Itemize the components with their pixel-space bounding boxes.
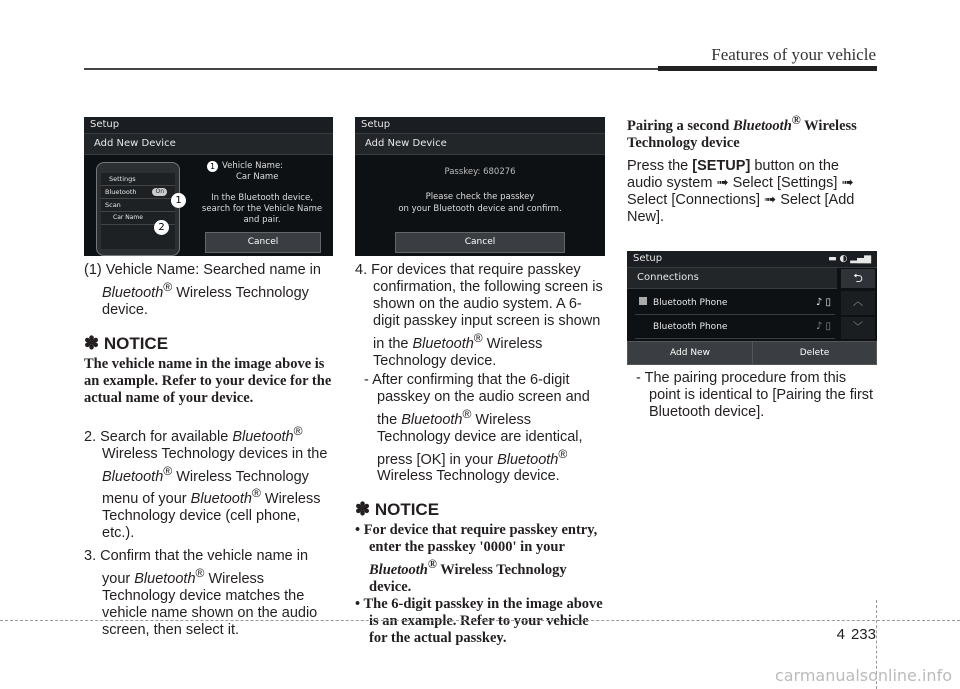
phone-menu-bluetooth: Bluetooth On [101,186,175,199]
callout-marker-1: 1 [207,161,218,172]
passkey-text: Passkey: 680276 [444,167,516,177]
header-title: Features of your vehicle [711,45,876,64]
status-icons: ▬ ◐ ▂▄▆ [828,254,871,264]
footer-rule [0,620,960,621]
phone-menu-settings: Settings [101,173,175,186]
watermark: carmanualsonline.info [774,666,952,685]
marker-1: 1 [171,193,186,208]
column-1 [84,262,334,639]
scroll-down-button[interactable]: ﹀ [841,317,875,339]
item-4: 4. For devices that require passkey confirmation, the following screen is shown on the audio system. A 6-digit passkey input screen is shown in the Bluetooth® Wireless Technology device. [355,262,603,369]
phone-illustration [96,162,180,256]
item-1: (1) Vehicle Name: Searched name in Bluetooth® Wireless Technology device. [84,262,321,318]
screen-subtitle: Connections [627,268,837,289]
connection-row-1[interactable] [635,292,835,315]
device-name: Bluetooth Phone [653,322,728,332]
cancel-button[interactable]: Cancel [205,232,321,253]
marker-2: 2 [154,220,169,235]
cancel-button[interactable]: Cancel [395,232,565,253]
pairing-note: - The pairing procedure from this point is identical to [Pairing the first Bluetooth device]. [636,370,874,420]
passkey-message-2: on your Bluetooth device and confirm. [398,204,562,214]
callout-label: Vehicle Name: [222,161,284,171]
screen-title: Setup [355,117,605,134]
connection-row-2[interactable] [635,316,835,339]
item-4-sub: - After confirming that the 6-digit passkey on the audio screen and the Bluetooth® Wireless Technology device are identical, press [OK] in your Bluetooth® Wireless Technology device. [364,371,590,485]
passkey-message-1: Please check the passkey [425,192,535,202]
screen-subtitle: Add New Device [84,134,333,155]
screen-connections [627,251,877,365]
section-heading: Pairing a second Bluetooth® Wireless Technology device [627,113,857,151]
callout-value: Car Name [236,172,279,182]
screen-subtitle: Add New Device [355,134,605,155]
item-3: 3. Confirm that the vehicle name in your Bluetooth® Wireless Technology device matches the vehicle name shown on the audio screen, then select it. [84,548,318,639]
scroll-up-button[interactable]: ︿ [841,291,875,315]
header-rule [84,68,660,70]
screen-add-new-device [84,117,333,256]
screen-title: Setup [84,117,333,134]
active-indicator-icon [639,297,647,305]
press-setup-text: Press the [SETUP] button on the audio system ➟ Select [Settings] ➟ Select [Connections] ➟ Select [Add New]. [627,157,855,225]
audio-phone-icons: ♪ ▯ [815,321,831,332]
info-line-1: In the Bluetooth device, [211,193,313,203]
toggle-on: On [152,188,167,196]
info-line-2: search for the Vehicle Name [201,204,323,214]
column-2 [355,262,605,647]
notice-bullet-2: • The 6-digit passkey in the image above is an example. Refer to your vehicle for the actual passkey. [355,596,603,647]
header-rule-thick [658,66,877,71]
column-3 [627,112,877,226]
phone-menu-scan: Scan [101,199,175,212]
column-3-note [627,370,877,421]
add-new-button[interactable]: Add New [627,341,753,365]
item-2: 2. Search for available Bluetooth® Wireless Technology devices in the Bluetooth® Wireless Technology menu of your Bluetooth® Wireless Technology device (cell phone, etc.). [84,423,328,542]
back-button[interactable]: ⮌ [841,269,875,288]
page-number: 4 233 [836,626,876,643]
screen-title: Setup ▬ ◐ ▂▄▆ [627,251,877,268]
audio-phone-icons: ♪ ▯ [815,297,831,308]
notice-text-1: The vehicle name in the image above is an example. Refer to your device for the actual name of your device. [84,355,332,406]
device-name: Bluetooth Phone [653,298,728,308]
notice-title-1: ✽ NOTICE [84,332,169,353]
notice-title-2: ✽ NOTICE [355,499,440,520]
screen-passkey [355,117,605,256]
info-line-3: and pair. [243,215,281,225]
delete-button[interactable]: Delete [752,341,877,365]
phone-menu-car-name: Car Name [101,212,175,225]
notice-bullet-1: • For device that require passkey entry, enter the passkey '0000' in your Bluetooth® Wireless Technology device. [355,522,598,596]
